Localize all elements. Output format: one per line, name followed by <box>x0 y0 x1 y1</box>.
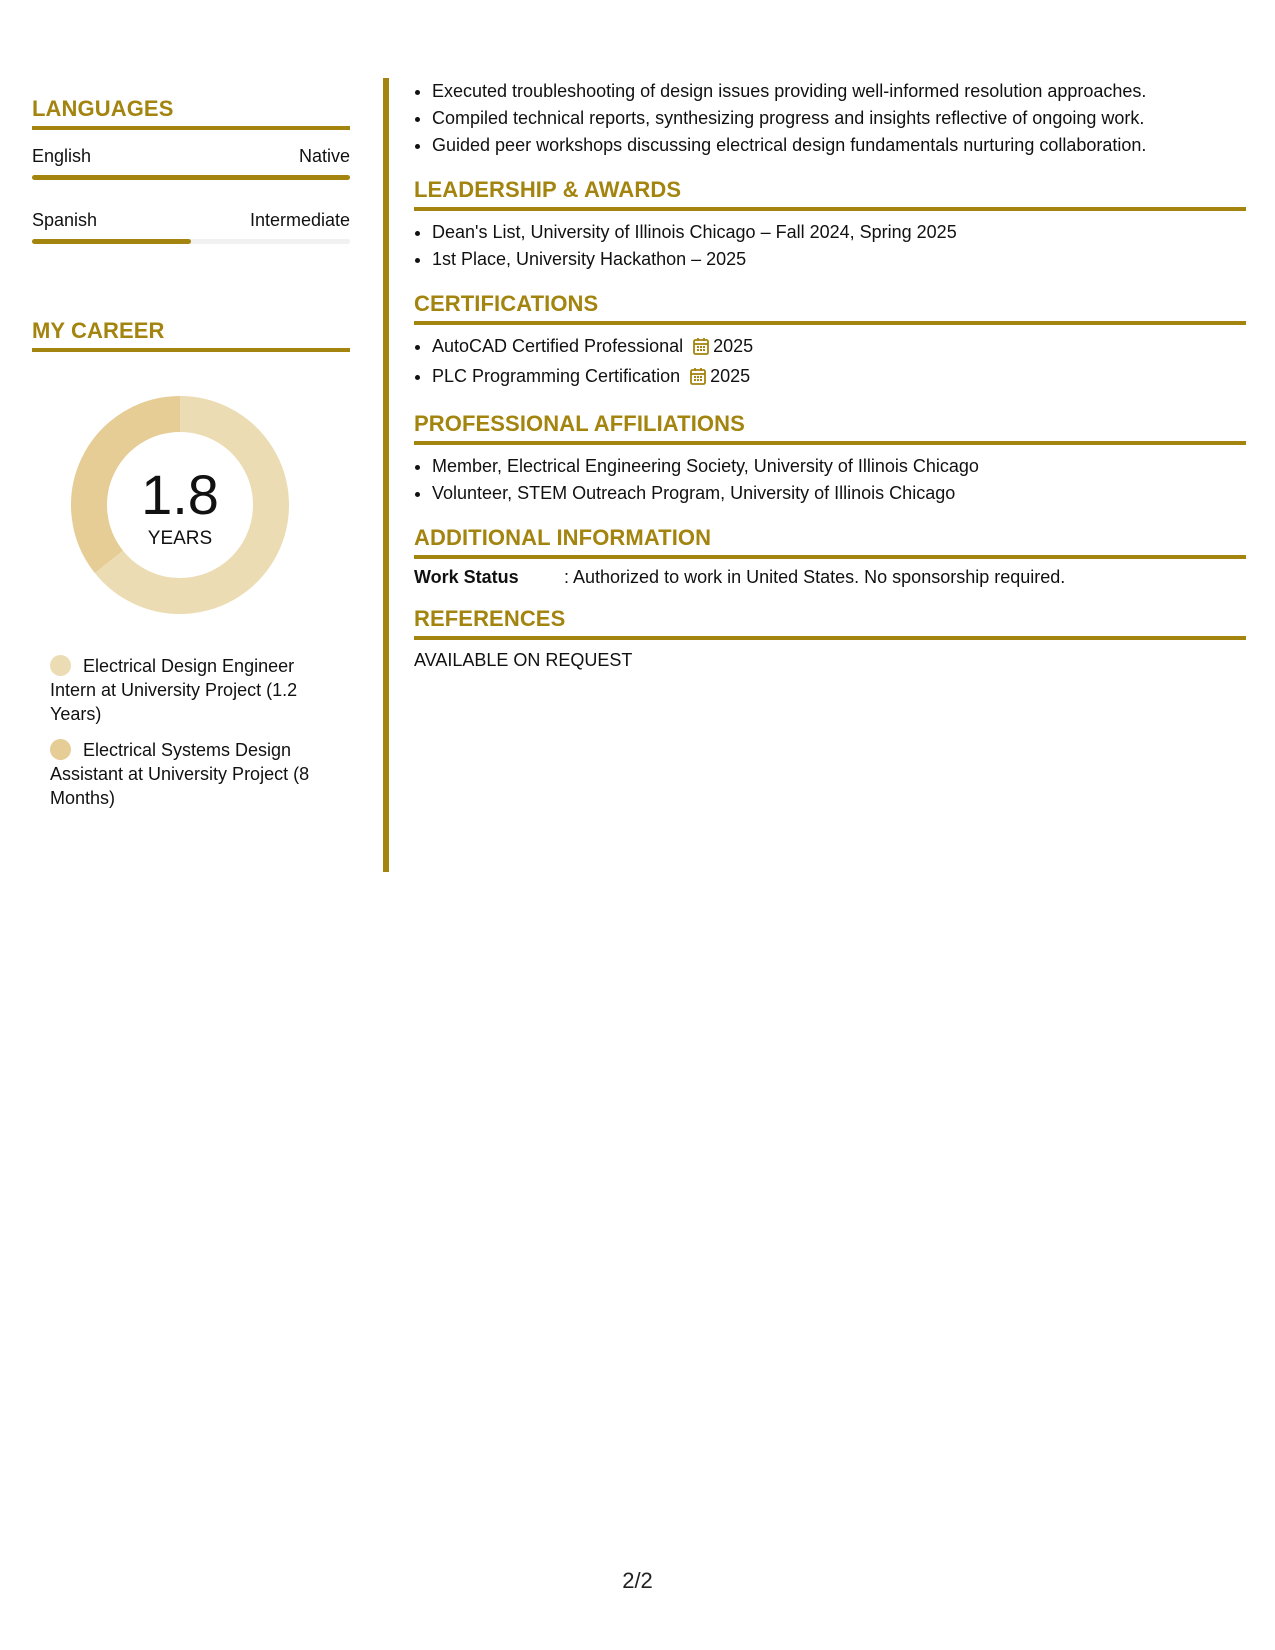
legend-dot <box>50 655 71 676</box>
affiliations-title: PROFESSIONAL AFFILIATIONS <box>414 411 1246 445</box>
career-unit: YEARS <box>147 528 213 549</box>
career-total: 1.8 <box>141 463 219 526</box>
right-column <box>414 78 1246 671</box>
leadership-section <box>414 177 1246 273</box>
list-item <box>432 333 1246 363</box>
experience-bullets <box>414 78 1246 159</box>
additional-section <box>414 525 1246 588</box>
cert-name: AutoCAD Certified Professional <box>432 336 684 356</box>
legend-label: Electrical Design Engineer Intern at University Project (1.2 Years) <box>50 656 298 724</box>
language-spanish <box>32 210 350 244</box>
language-level: Intermediate <box>249 210 350 230</box>
proficiency-fill <box>32 239 191 244</box>
career-title: MY CAREER <box>32 318 350 352</box>
leadership-title: LEADERSHIP & AWARDS <box>414 177 1246 211</box>
certifications-section <box>414 291 1246 393</box>
list-item: • Guided peer workshops discussing electrical design fundamentals nurturing collaboration. <box>432 132 1246 159</box>
legend-item <box>50 654 340 726</box>
language-name: Spanish <box>32 210 98 230</box>
column-divider <box>383 78 389 872</box>
affiliations-section <box>414 411 1246 507</box>
list-item: • 1st Place, University Hackathon – 2025 <box>432 246 1246 273</box>
list-item <box>432 363 1246 393</box>
additional-title: ADDITIONAL INFORMATION <box>414 525 1246 559</box>
language-level: Native <box>298 146 350 166</box>
list-item: • Volunteer, STEM Outreach Program, University of Illinois Chicago <box>432 480 1246 507</box>
work-status-row <box>414 567 1246 588</box>
list-item: • Member, Electrical Engineering Society, University of Illinois Chicago <box>432 453 1246 480</box>
career-donut-chart <box>65 390 295 620</box>
calendar-icon <box>690 366 706 393</box>
references-title: REFERENCES <box>414 606 1246 640</box>
legend-dot <box>50 739 71 760</box>
proficiency-bar <box>32 175 350 180</box>
cert-name: PLC Programming Certification <box>432 366 681 386</box>
language-english <box>32 146 350 180</box>
legend-label: Electrical Systems Design Assistant at University Project (8 Months) <box>50 740 310 808</box>
left-column <box>32 96 350 822</box>
list-item: • Dean's List, University of Illinois Chicago – Fall 2024, Spring 2025 <box>432 219 1246 246</box>
page-number: 2/2 <box>622 1568 653 1593</box>
certifications-title: CERTIFICATIONS <box>414 291 1246 325</box>
work-status-value: : Authorized to work in United States. No sponsorship required. <box>564 567 1066 587</box>
languages-title: LANGUAGES <box>32 96 350 130</box>
calendar-icon <box>693 336 709 363</box>
references-section <box>414 606 1246 671</box>
references-text: AVAILABLE ON REQUEST <box>414 650 633 670</box>
work-status-label: Work Status <box>414 567 519 587</box>
list-item: • Compiled technical reports, synthesizing progress and insights reflective of ongoing work. <box>432 105 1246 132</box>
proficiency-fill <box>32 175 350 180</box>
list-item: • Executed troubleshooting of design issues providing well-informed resolution approaches. <box>432 78 1246 105</box>
cert-year: 2025 <box>710 366 751 386</box>
career-legend <box>50 654 340 810</box>
language-name: English <box>32 146 92 166</box>
legend-item <box>50 738 340 810</box>
proficiency-bar <box>32 239 350 244</box>
cert-year: 2025 <box>713 336 754 356</box>
